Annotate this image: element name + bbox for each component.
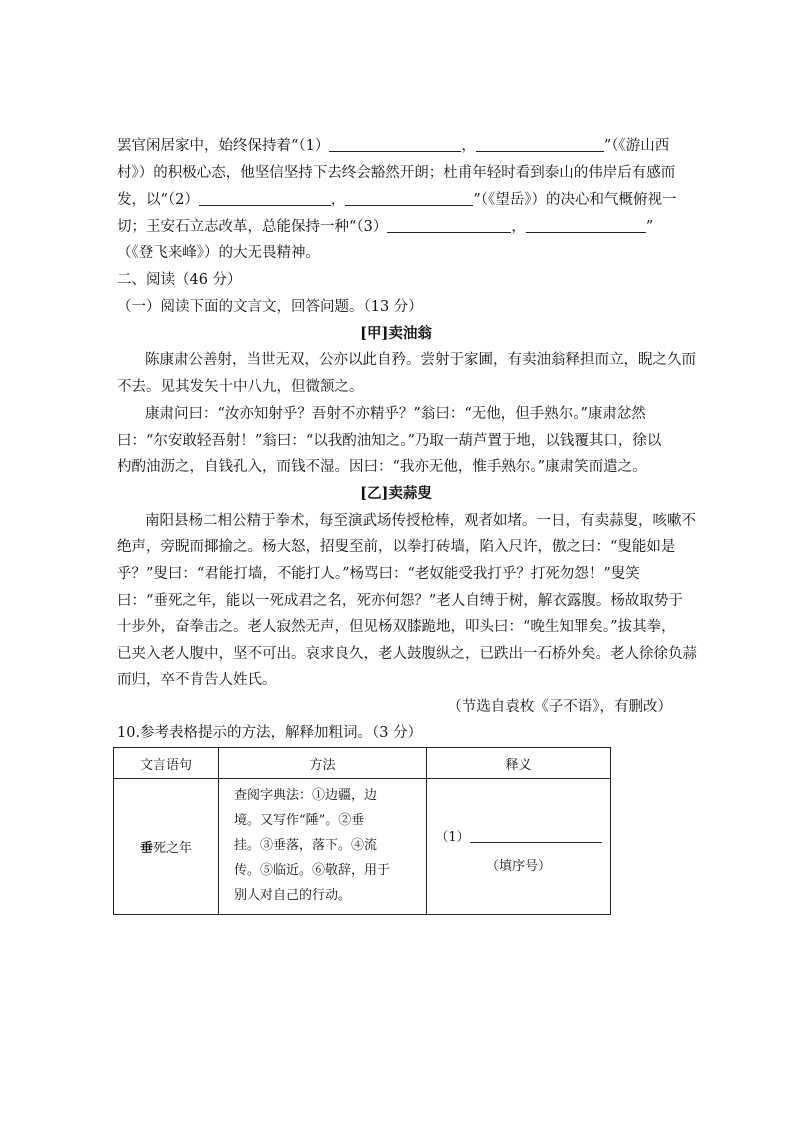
question-10-table xyxy=(113,747,611,915)
passage-yi-title: [乙]卖蒜叟 xyxy=(360,485,432,502)
answer-hint: （填序号） xyxy=(485,858,551,874)
passage-yi-line: 已夹入老人腹中，坚不可出。哀求良久，老人鼓腹纵之，已跌出一石桥外矣。老人徐徐负蒜 xyxy=(117,646,697,662)
bold-word: 垂 xyxy=(139,841,153,856)
sentence-cell: 垂死之年 xyxy=(114,779,219,915)
answer-input-line[interactable] xyxy=(470,828,602,843)
poem-line-2: 村》）的积极心态，他坚信坚持下去终会豁然开朗；杜甫年轻时看到泰山的伟岸后有感而 xyxy=(117,165,676,181)
passage-source: （节选自袁枚《子不语》，有删改） xyxy=(447,699,672,715)
method-line: 境。又写作“陲”。②垂 xyxy=(234,813,365,828)
section-heading: 二、阅读（46 分） xyxy=(117,272,242,288)
poem-line-4: 切；王安石立志改革，总能保持一种“（3） ， ” xyxy=(117,219,654,235)
table-header-row xyxy=(114,748,611,779)
passage-yi-line: 十步外，奋拳击之。老人寂然无声，但见杨双膝跪地，叩头曰：“晚生知罪矣。”拔其拳， xyxy=(117,619,676,635)
method-line: 传。⑤临近。⑥敬辞，用于 xyxy=(234,863,391,878)
answer-blank-3b[interactable] xyxy=(526,218,646,233)
answer-blank-3a[interactable] xyxy=(387,218,511,233)
question-10-prompt: 10.参考表格提示的方法，解释加粗词。（3 分） xyxy=(117,725,423,741)
table-header-cell: 方法 xyxy=(219,748,427,779)
answer-blank-2a[interactable] xyxy=(199,191,331,206)
table-row xyxy=(114,779,611,915)
method-line: 别人对自己的行动。 xyxy=(234,888,352,903)
passage-jia-line: 杓酌油沥之，自钱孔入，而钱不湿。因曰：“我亦无他，惟手熟尔。”康肃笑而遣之。 xyxy=(117,459,647,475)
poem-line-5: （《登飞来峰》）的大无畏精神。 xyxy=(117,245,320,261)
passage-yi-line: 乎？”叟曰：“君能打墙，不能打人。”杨骂曰：“老奴能受我打乎？打死勿怨！”叟笑 xyxy=(117,566,640,582)
passage-jia-line: 陈康肃公善射，当世无双，公亦以此自矜。尝射于家圃，有卖油翁释担而立，睨之久而 xyxy=(145,352,696,368)
answer-blank-1b[interactable] xyxy=(476,137,604,152)
method-line: 查阅字典法：①边疆，边 xyxy=(234,788,378,803)
answer-blank-2b[interactable] xyxy=(345,191,473,206)
answer-blank-1a[interactable] xyxy=(329,137,461,152)
passage-jia-line: 曰：“尔安敢轻吾射！”翁曰：“以我酌油知之。”乃取一葫芦置于地，以钱覆其口，徐以 xyxy=(117,433,662,449)
passage-yi-line: 而归，卒不肯告人姓氏。 xyxy=(117,672,277,688)
answer-label: （1） xyxy=(435,829,470,845)
table-header-cell: 释义 xyxy=(427,748,611,779)
passage-jia-title: [甲]卖油翁 xyxy=(360,325,432,342)
answer-cell xyxy=(427,779,611,915)
poem-line-1: 罢官闲居家中，始终保持着“（1） ， ”（《游山西 xyxy=(117,138,670,154)
table-header-cell: 文言语句 xyxy=(114,748,219,779)
poem-line-3: 发，以“（2） ， ”（《望岳》）的决心和气概俯视一 xyxy=(117,192,677,208)
passage-jia-line: 不去。见其发矢十中八九，但微颔之。 xyxy=(117,379,364,395)
method-cell xyxy=(219,779,427,915)
method-line: 挂。③垂落，落下。④流 xyxy=(234,838,378,853)
sub-heading: （一）阅读下面的文言文，回答问题。（13 分） xyxy=(117,299,423,315)
passage-yi-line: 绝声，旁睨而揶揄之。杨大怒，招叟至前，以拳打砖墙，陷入尺许，傲之曰：“叟能如是 xyxy=(117,539,676,555)
passage-yi-line: 曰：“垂死之年，能以一死成君之名，死亦何怨？”老人自缚于树，解衣露腹。杨故取势于 xyxy=(117,593,683,609)
passage-yi-line: 南阳县杨二相公精于拳术，每至演武场传授枪棒，观者如堵。一日，有卖蒜叟，咳嗽不 xyxy=(145,513,696,529)
passage-jia-line: 康肃问曰：“汝亦知射乎？吾射不亦精乎？”翁曰：“无他，但手熟尔。”康肃忿然 xyxy=(145,406,646,422)
